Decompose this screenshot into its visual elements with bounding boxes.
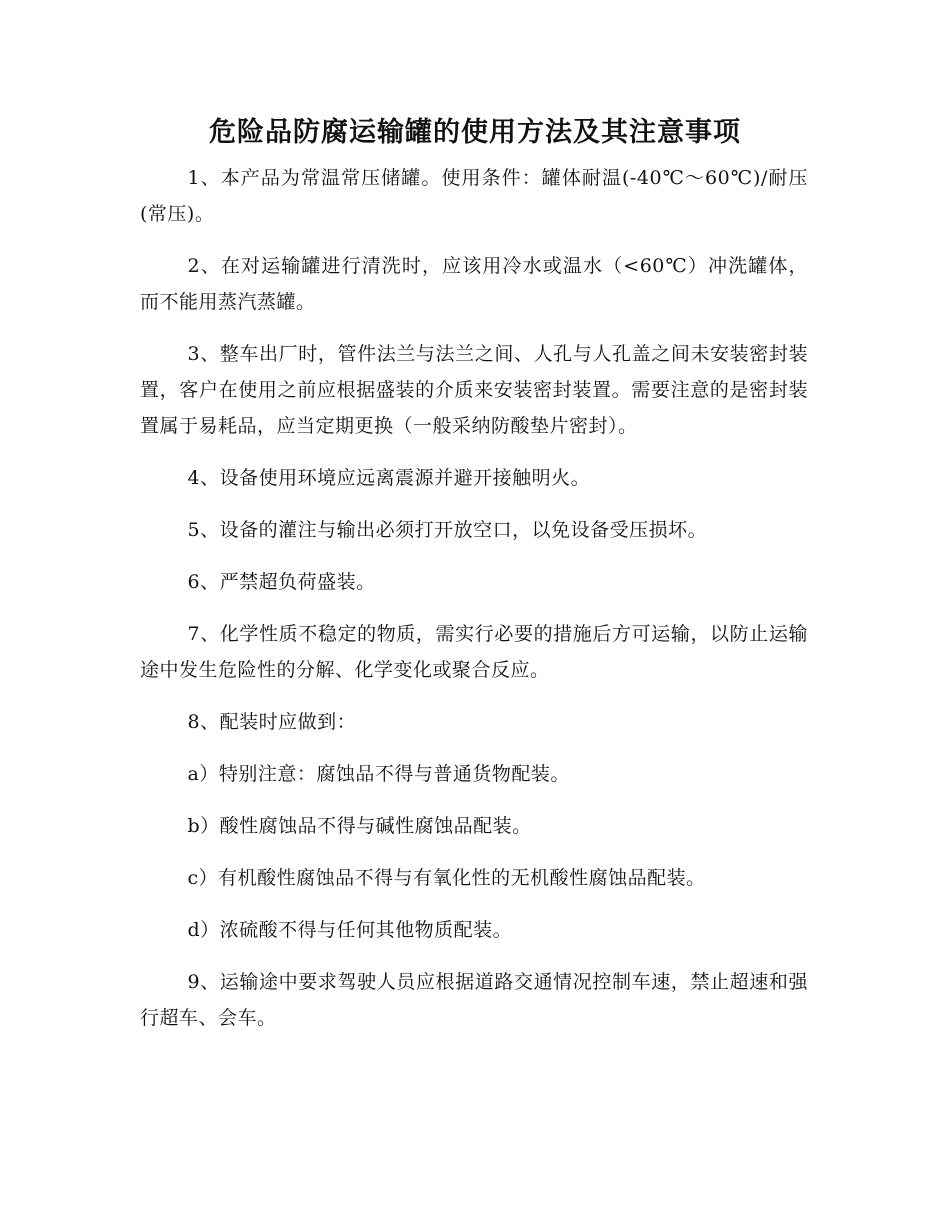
sub-item-d: d）浓硫酸不得与任何其他物质配装。 [187, 919, 513, 941]
paragraph-9: 9、运输途中要求驾驶人员应根据道路交通情况控制车速，禁止超速和强行超车、会车。 [140, 971, 808, 1029]
paragraph-3: 3、整车出厂时，管件法兰与法兰之间、人孔与人孔盖之间未安装密封装置，客户在使用之前应根据盛装的介质来安装密封装置。需要注意的是密封装置属于易耗品，应当定期更换（一般采纳防酸垫片密封）。 [140, 343, 808, 437]
document-body [140, 160, 808, 1052]
paragraph-2: 2、在对运输罐进行清洗时，应该用冷水或温水（<60℃）冲洗罐体，而不能用蒸汽蒸罐。 [140, 255, 808, 313]
sub-item-c: c）有机酸性腐蚀品不得与有氧化性的无机酸性腐蚀品配装。 [187, 867, 706, 889]
paragraph-6: 6、严禁超负荷盛装。 [187, 571, 376, 593]
paragraph-4: 4、设备使用环境应远离震源并避开接触明火。 [187, 467, 591, 489]
document-title: 危险品防腐运输罐的使用方法及其注意事项 [209, 117, 741, 148]
sub-item-b: b）酸性腐蚀品不得与碱性腐蚀品配装。 [187, 815, 532, 837]
paragraph-5: 5、设备的灌注与输出必须打开放空口，以免设备受压损坏。 [187, 519, 708, 541]
paragraph-7: 7、化学性质不稳定的物质，需实行必要的措施后方可运输，以防止运输途中发生危险性的分解、化学变化或聚合反应。 [140, 623, 808, 681]
paragraph-8: 8、配装时应做到： [187, 711, 357, 733]
paragraph-1: 1、本产品为常温常压储罐。使用条件：罐体耐温(-40℃～60℃)/耐压(常压)。 [140, 167, 808, 225]
sub-item-a: a）特别注意：腐蚀品不得与普通货物配装。 [187, 763, 570, 785]
